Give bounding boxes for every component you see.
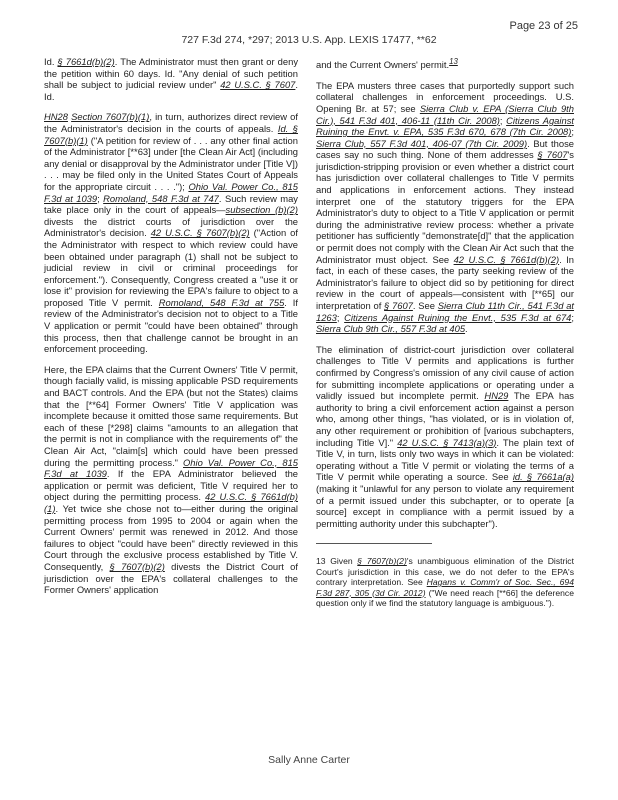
citation-link[interactable]: Id. § 7607(b)(1) bbox=[44, 122, 298, 146]
citation-link[interactable]: Sierra Club v. EPA (Sierra Club 9th Cir.), 541 F.3d 401, 406-11 (11th Cir. 2008) bbox=[316, 102, 574, 126]
text: . In fact, in each of these cases, the party seeking review of the Administrator's failure to object did so by petitioning for direct review in the court of appeals—consistent with [**65] our interpretation of bbox=[316, 253, 574, 311]
citation-link[interactable]: § 7607(b)(2) bbox=[357, 556, 407, 567]
text: . The plain text of Title V, in turn, lists only two ways in which it can be violated: operating without a Title V permit or violating the terms of a Title V permit while operating a source. See bbox=[316, 436, 574, 483]
text: ; bbox=[571, 126, 574, 138]
citation-link[interactable]: Ohio Val. Power Co., 815 F.3d at 1039 bbox=[44, 180, 298, 204]
citation-link[interactable]: Romoland, 548 F.3d at 747 bbox=[103, 192, 219, 204]
text: (making it "unlawful for any person to violate any requirement of a permit issued under this subchapter, or to operate [a source] except in compliance with a permit issued by a permitting authority under this subchapter"). bbox=[316, 482, 574, 529]
citation-link[interactable]: § 7607 bbox=[537, 149, 568, 161]
page-footer: Sally Anne Carter bbox=[268, 754, 350, 766]
right-column bbox=[316, 56, 574, 617]
paragraph bbox=[44, 364, 298, 596]
citation-link[interactable]: Hagans v. Comm'r of Soc. Sec., 694 F.3d 287, 305 (3d Cir. 2012) bbox=[316, 577, 574, 598]
citation-link[interactable]: Sierra Club, 557 F.3d 401, 406-07 (7th Cir. 2009) bbox=[316, 137, 528, 149]
text: . Yet twice she chose not to—either during the original permitting process from 1995 to 2004 or again when the Current Owners' permit was renewed in 2012. And those failures to object "could have been" directly reviewed in this Court through the exclusive process established by Title V. Consequently, bbox=[44, 502, 298, 572]
text: ; bbox=[97, 192, 104, 204]
text: divests the district courts of jurisdiction over the Administrator's decision. bbox=[44, 215, 298, 239]
text: . If review of the Administrator's decision not to object to a Title V application or permit "could have been obtained" through this process, then that challenge cannot be brought in an enforcement proceeding. bbox=[44, 296, 298, 355]
citation-link[interactable]: Ohio Val. Power Co., 815 F.3d at 1039 bbox=[44, 456, 298, 480]
paragraph bbox=[44, 56, 298, 102]
citation-link[interactable]: § 7607 bbox=[384, 300, 413, 311]
text: . But those cases say no such thing. None of them addresses bbox=[316, 137, 574, 161]
footnote-divider bbox=[316, 543, 432, 544]
citation-header: 727 F.3d 274, *297; 2013 U.S. App. LEXIS 17477, **62 bbox=[181, 34, 437, 46]
left-column bbox=[44, 56, 298, 596]
citation-link[interactable]: § 7661d(b)(2) bbox=[57, 56, 115, 67]
citation-link[interactable]: Sierra Club 9th Cir., 557 F.3d at 405 bbox=[316, 323, 466, 335]
citation-link[interactable]: Citizens Against Ruining the Envt., 535 F.3d at 674 bbox=[344, 311, 572, 323]
text: The EPA musters three cases that purportedly support such collateral challenges in enforcement proceedings. U.S. Opening Br. at 57; see bbox=[316, 79, 574, 114]
text: . bbox=[465, 323, 468, 335]
text: . If the EPA Administrator believed the application or permit was deficient, Title V required her to object during the permitting process. bbox=[44, 468, 298, 503]
text: ; bbox=[571, 311, 574, 323]
text: divests the District Court of jurisdiction over the EPA's collateral challenges to the Former Owners' application bbox=[44, 560, 299, 596]
paragraph bbox=[316, 344, 574, 530]
paragraph bbox=[316, 80, 574, 335]
headnote-link[interactable]: HN28 bbox=[44, 111, 68, 123]
text: Id. bbox=[44, 56, 58, 67]
citation-link[interactable]: 42 U.S.C. § 7661d(b)(1) bbox=[44, 491, 298, 514]
page-number: Page 23 of 25 bbox=[509, 20, 578, 32]
citation-link[interactable]: id. § 7661a(a) bbox=[512, 471, 574, 483]
citation-link[interactable]: Section 7607(b)(1) bbox=[71, 111, 150, 123]
text: 's unambiguous elimination of the District Court's jurisdiction in this case, we do not defer to the EPA's contrary interpretation. See bbox=[316, 556, 574, 588]
text: ("We need reach [**66] the deference question only if we find the statutory language is ambiguous."). bbox=[316, 587, 574, 608]
paragraph bbox=[316, 56, 574, 71]
text: Here, the EPA claims that the Current Owners' Title V permit, though facially valid, is missing applicable PSD requirements and BACT controls. And the EPA (but not the States) claims that the [**64] Former Owners' Title V application was incomplete because it omitted those same requirements. But each of these [*298] claims "amounts to an allegation that the permit is not in compliance with the requirements of" the Clean Air Act, "claim[s] which could have been pressed during the permitting process." bbox=[44, 363, 298, 468]
text: . See bbox=[412, 300, 438, 311]
citation-link[interactable]: 42 U.S.C. § 7607 bbox=[220, 79, 296, 91]
paragraph bbox=[44, 111, 298, 354]
citation-link[interactable]: § 7607(b)(2) bbox=[109, 560, 165, 572]
citation-link[interactable]: 42 U.S.C. § 7607(b)(2) bbox=[150, 227, 250, 239]
text: , in turn, authorizes direct review of the Administrator's decision in the courts of appeals. bbox=[44, 111, 298, 134]
citation-link[interactable]: subsection (b)(2) bbox=[225, 204, 298, 216]
text: The elimination of district-court jurisdiction over collateral challenges to Title V permits and applications is further confirmed by Congress's omission of any civil cause of action for submitting incomplete applications or operating under a validly issued but incomplete permit. bbox=[316, 343, 574, 402]
text: ("A petition for review of . . . any other final action of the Administrator [**63] under [the Clean Air Act] (including any denial or disapproval by the Administrator under [Title V]) . . . may be filed only in the United States Court of Appeals for the appropriate circuit . . . ."); bbox=[44, 134, 298, 192]
citation-link[interactable]: Romoland, 548 F.3d at 755 bbox=[158, 296, 285, 308]
footnote bbox=[316, 556, 574, 608]
text: . The Administrator must then grant or deny the petition within 60 days. Id. "Any denial of such petition shall be subject to judicial review under" bbox=[44, 56, 299, 91]
text: . Such review may take place only in the court of appeals— bbox=[44, 192, 298, 216]
headnote-link[interactable]: HN29 bbox=[484, 390, 509, 402]
citation-link[interactable]: Citizens Against Ruining the Envt. v. EPA, 535 F.3d 670, 678 (7th Cir. 2008) bbox=[316, 114, 574, 138]
text: 's jurisdiction-stripping provision or even whether a district court has jurisdiction over collateral challenges to Title V permits and applications in enforcement actions. They instead interpret one of the statutory triggers for the EPA Administrator's duty to object to a Title V application or permit during the administrative review process: whether a private petitioner has sufficiently "demonstrate[d]" that the application or permit does not comply with the Clean Air Act such that the Administrator must object. See bbox=[316, 149, 574, 265]
citation-link[interactable]: Sierra Club 11th Cir., 541 F.3d at 1263 bbox=[316, 300, 575, 323]
text: The EPA has authority to bring a civil enforcement action against a person who, among other things, "has violated, or is in violation of, any other requirement or prohibition of [various subchapters, including Title V]." bbox=[316, 390, 574, 448]
citation-link[interactable]: 42 U.S.C. § 7661d(b)(2) bbox=[453, 253, 560, 265]
text: ; bbox=[499, 114, 507, 126]
text: ; bbox=[336, 311, 345, 323]
text: and the Current Owners' permit. bbox=[316, 59, 450, 71]
text: ("Action of the Administrator with respect to which review could have been obtained under paragraph (1) shall not be subject to judicial review in civil or criminal proceedings for enforcement."). Consequently, Congress created a "use it or lose it" provision for reviewing the EPA's failure to object to a proposed Title V permit. bbox=[44, 227, 298, 308]
footnote-ref-link[interactable]: 13 bbox=[449, 57, 458, 66]
text: . Id. bbox=[44, 79, 298, 102]
citation-link[interactable]: 42 U.S.C. § 7413(a)(3) bbox=[397, 436, 497, 448]
text: 13 Given bbox=[316, 556, 358, 567]
